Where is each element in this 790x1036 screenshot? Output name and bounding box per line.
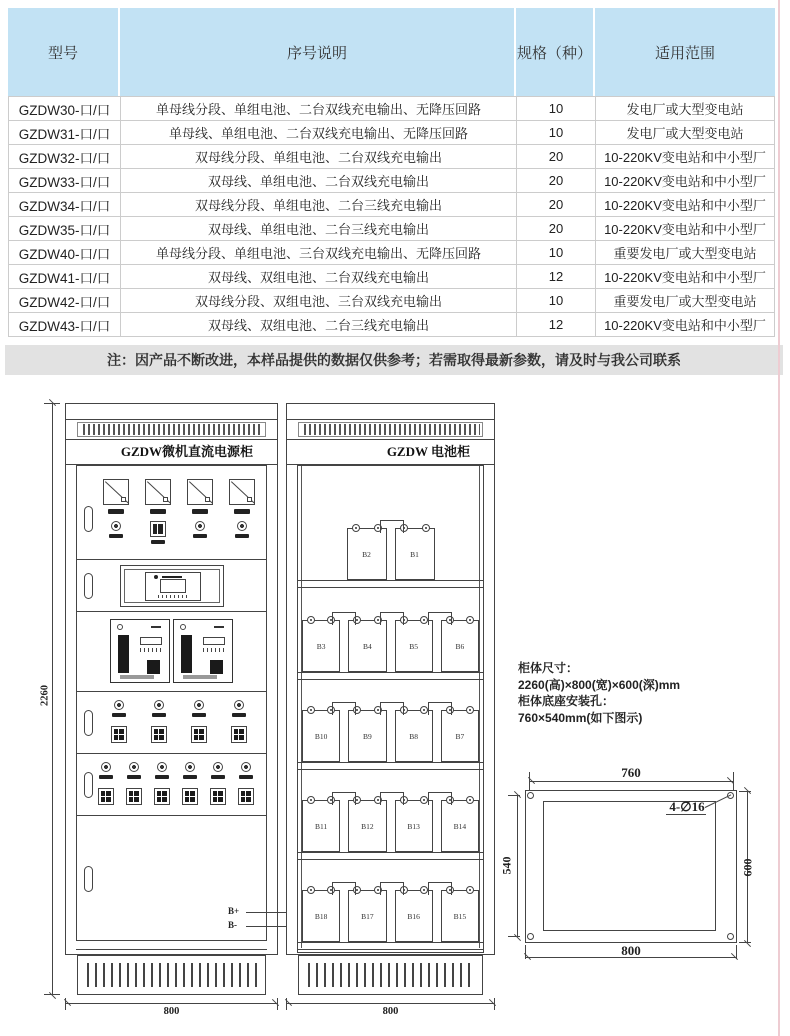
battery-label: B4 [362, 641, 372, 651]
breaker-unit-icon [191, 700, 207, 743]
table-row [9, 313, 775, 337]
spec-cell: 20 [517, 169, 596, 193]
table-row [9, 193, 775, 217]
vent-grille-icon [77, 422, 266, 437]
battery-terminal-icon [307, 796, 315, 804]
battery-label: B6 [455, 641, 465, 651]
monitoring-unit-icon [120, 565, 224, 607]
battery-cell [302, 710, 340, 762]
door-handle-icon [84, 573, 93, 599]
indicator-light-icon [229, 521, 255, 544]
spec-note-line: 柜体底座安装孔： [518, 694, 615, 708]
base-left-dim: 540 [499, 856, 514, 875]
door-handle-icon [84, 710, 93, 736]
battery-cell [302, 620, 340, 672]
range-cell: 10-220KV变电站和中小型厂 [596, 145, 775, 169]
description-cell: 双母线、单组电池、二台三线充电输出 [121, 217, 517, 241]
battery-link-wire [332, 882, 356, 895]
battery-cell [441, 620, 479, 672]
model-cell: GZDW43-口/口 [9, 313, 121, 337]
vent-grille-icon [298, 422, 483, 437]
table-row [9, 145, 775, 169]
spec-cell: 10 [517, 97, 596, 121]
shelf-board [298, 580, 483, 588]
battery-link-wire [428, 702, 452, 715]
description-cell: 双母线、双组电池、二台三线充电输出 [121, 313, 517, 337]
battery-terminal-icon [466, 616, 474, 624]
breaker-panel-4 [77, 692, 266, 754]
spec-cell: 12 [517, 313, 596, 337]
terminal-label-bplus: B+ [228, 906, 240, 916]
ext-tick [733, 772, 734, 790]
battery-cabinet-width-dim: 800 [382, 1006, 399, 1017]
description-cell: 单母线分段、单组电池、三台双线充电输出、无降压回路 [121, 241, 517, 265]
battery-shelf [298, 620, 483, 680]
battery-label: B13 [407, 821, 420, 831]
battery-label: B7 [455, 731, 465, 741]
mounting-hole-icon [727, 933, 734, 940]
range-cell: 10-220KV变电站和中小型厂 [596, 169, 775, 193]
battery-cell [395, 800, 433, 852]
battery-cabinet-drawing [286, 403, 495, 955]
range-cell: 10-220KV变电站和中小型厂 [596, 217, 775, 241]
battery-shelf [298, 710, 483, 770]
battery-cell [302, 890, 340, 942]
base-top-dim-line [529, 781, 733, 782]
battery-shelf [298, 528, 483, 588]
breaker-unit-icon [231, 700, 247, 743]
battery-link-wire [380, 520, 404, 533]
battery-link-wire [332, 612, 356, 625]
shelf-board [298, 942, 483, 950]
breaker-unit-icon [182, 762, 198, 805]
height-dim-line [52, 403, 53, 995]
battery-label: B18 [314, 911, 328, 921]
spec-table [8, 8, 775, 337]
breaker-unit-icon [126, 762, 142, 805]
battery-cell [348, 800, 386, 852]
model-cell: GZDW35-口/口 [9, 217, 121, 241]
note-bar: 注：因产品不断改进，本样品提供的数据仅供参考；若需取得最新参数，请及时与我公司联系 [5, 345, 783, 375]
breaker-panel-6 [77, 754, 266, 816]
shelf-board [298, 762, 483, 770]
battery-label: B9 [362, 731, 372, 741]
mounting-hole-icon [527, 933, 534, 940]
battery-label: B5 [409, 641, 418, 651]
page-edge-line [778, 0, 780, 1036]
cabinet-height-dim: 2260 [39, 685, 51, 706]
breaker-unit-icon [210, 762, 226, 805]
model-cell: GZDW40-口/口 [9, 241, 121, 265]
hole-callout-label: 4-∅16 [669, 799, 705, 814]
description-cell: 双母线分段、单组电池、二台三线充电输出 [121, 193, 517, 217]
spec-cell: 10 [517, 241, 596, 265]
battery-cell [395, 710, 433, 762]
analog-meter-icon [187, 479, 213, 514]
blank-door-panel [77, 816, 266, 940]
battery-cell [441, 800, 479, 852]
battery-label: B17 [361, 911, 374, 921]
selector-switch-icon [145, 521, 171, 544]
cabinet-top-band [66, 404, 277, 420]
terminal-label-bminus: B- [228, 920, 237, 930]
description-cell: 双母线、单组电池、二台双线充电输出 [121, 169, 517, 193]
battery-cell [441, 710, 479, 762]
power-cabinet-title: GZDW微机直流电源柜 [66, 439, 277, 465]
battery-cell [302, 800, 340, 852]
door-handle-icon [84, 772, 93, 798]
battery-link-wire [380, 882, 404, 895]
shelf-board [298, 672, 483, 680]
model-cell: GZDW34-口/口 [9, 193, 121, 217]
spec-cell: 10 [517, 121, 596, 145]
analog-meter-icon [229, 479, 255, 514]
battery-label: B12 [361, 821, 374, 831]
battery-cell [348, 710, 386, 762]
analog-meter-icon [145, 479, 171, 514]
battery-label: B8 [409, 731, 418, 741]
base-plan-inner [543, 801, 716, 931]
range-cell: 重要发电厂或大型变电站 [596, 241, 775, 265]
breaker-unit-icon [98, 762, 114, 805]
table-header-row [8, 8, 775, 96]
battery-label: B1 [410, 549, 419, 559]
battery-link-wire [380, 792, 404, 805]
battery-terminal-icon [466, 886, 474, 894]
table-body [8, 96, 775, 337]
table-row [9, 169, 775, 193]
base-right-dim: 600 [740, 858, 755, 877]
cabinet-top-band [287, 404, 494, 420]
battery-terminal-icon [307, 616, 315, 624]
spec-cell: 20 [517, 145, 596, 169]
breaker-unit-icon [154, 762, 170, 805]
battery-link-wire [332, 792, 356, 805]
monitor-panel [77, 560, 266, 612]
width-dim-line [286, 1003, 495, 1004]
table-row [9, 97, 775, 121]
power-cabinet-door [76, 465, 267, 941]
battery-label: B14 [453, 821, 467, 831]
model-cell: GZDW42-口/口 [9, 289, 121, 313]
battery-cell [395, 890, 433, 942]
battery-label: B11 [315, 821, 328, 831]
spec-note-line: 760×540mm(如下图示) [518, 710, 643, 725]
table-row [9, 121, 775, 145]
battery-label: B10 [314, 731, 328, 741]
description-cell: 双母线、双组电池、二台双线充电输出 [121, 265, 517, 289]
description-cell: 单母线、单组电池、二台双线充电输出、无降压回路 [121, 121, 517, 145]
base-left-dim-line [517, 795, 518, 937]
battery-cell [347, 528, 387, 580]
battery-terminal-icon [307, 706, 315, 714]
battery-terminal-icon [466, 796, 474, 804]
battery-link-wire [380, 612, 404, 625]
indicator-light-icon [103, 521, 129, 544]
indicator-light-icon [187, 521, 213, 544]
table-row [9, 289, 775, 313]
battery-link-wire [428, 612, 452, 625]
breaker-unit-icon [111, 700, 127, 743]
battery-label: B16 [407, 911, 420, 921]
range-cell: 10-220KV变电站和中小型厂 [596, 193, 775, 217]
description-cell: 单母线分段、单组电池、二台双线充电输出、无降压回路 [121, 97, 517, 121]
model-cell: GZDW30-口/口 [9, 97, 121, 121]
shelf-board [298, 852, 483, 860]
hole-callout-underline [666, 814, 706, 815]
spec-cell: 12 [517, 265, 596, 289]
range-cell: 10-220KV变电站和中小型厂 [596, 313, 775, 337]
battery-terminal-icon [307, 886, 315, 894]
table-row [9, 217, 775, 241]
battery-terminal-icon [422, 524, 430, 532]
base-bottom-dim: 800 [621, 943, 641, 958]
description-cell: 双母线分段、单组电池、二台双线充电输出 [121, 145, 517, 169]
breaker-unit-icon [238, 762, 254, 805]
charger-module-icon [110, 619, 170, 683]
battery-cell [395, 528, 435, 580]
door-handle-icon [84, 506, 93, 532]
ext-tick [44, 403, 60, 404]
spec-note-line: 柜体尺寸： [518, 661, 579, 675]
range-cell: 发电厂或大型变电站 [596, 121, 775, 145]
battery-shelf [298, 890, 483, 950]
battery-cell [395, 620, 433, 672]
model-cell: GZDW33-口/口 [9, 169, 121, 193]
mounting-hole-icon [527, 792, 534, 799]
header-description: 序号说明 [120, 8, 516, 96]
battery-link-wire [380, 702, 404, 715]
battery-shelf [298, 800, 483, 860]
battery-cell [348, 890, 386, 942]
power-cabinet-width-dim: 800 [163, 1006, 180, 1017]
battery-link-wire [428, 792, 452, 805]
battery-terminal-icon [352, 524, 360, 532]
battery-link-wire [428, 882, 452, 895]
header-range: 适用范围 [654, 44, 715, 62]
plinth-line [76, 949, 267, 950]
spec-cell: 20 [517, 217, 596, 241]
spec-note-block [518, 660, 680, 726]
charger-panel [77, 612, 266, 692]
range-cell: 10-220KV变电站和中小型厂 [596, 265, 775, 289]
table-row [9, 241, 775, 265]
description-cell: 双母线分段、双组电池、三台双线充电输出 [121, 289, 517, 313]
battery-terminal-icon [466, 706, 474, 714]
table-row [9, 265, 775, 289]
model-cell: GZDW31-口/口 [9, 121, 121, 145]
battery-cabinet-title: GZDW 电池柜 [287, 439, 494, 465]
battery-cell [348, 620, 386, 672]
spec-cell: 20 [517, 193, 596, 217]
battery-cabinet-base-grille [298, 955, 483, 995]
battery-link-wire [332, 702, 356, 715]
spec-note-line: 2260(高)×800(宽)×600(深)mm [518, 677, 681, 692]
base-top-dim: 760 [621, 765, 641, 780]
ext-tick [44, 994, 60, 995]
power-cabinet-drawing [65, 403, 278, 955]
breaker-unit-icon [151, 700, 167, 743]
power-cabinet-base-grille [77, 955, 266, 995]
battery-cell [441, 890, 479, 942]
analog-meter-icon [103, 479, 129, 514]
meter-panel [77, 466, 266, 560]
door-handle-icon [84, 866, 93, 892]
battery-label: B3 [316, 641, 326, 651]
model-cell: GZDW41-口/口 [9, 265, 121, 289]
battery-cabinet-door [297, 465, 484, 953]
range-cell: 发电厂或大型变电站 [596, 97, 775, 121]
battery-label: B15 [453, 911, 467, 921]
header-spec: 规格（种） [516, 8, 595, 96]
battery-label: B2 [362, 549, 371, 559]
model-cell: GZDW32-口/口 [9, 145, 121, 169]
width-dim-line [65, 1003, 278, 1004]
header-model: 型号 [8, 8, 120, 96]
charger-module-icon [173, 619, 233, 683]
range-cell: 重要发电厂或大型变电站 [596, 289, 775, 313]
spec-cell: 10 [517, 289, 596, 313]
